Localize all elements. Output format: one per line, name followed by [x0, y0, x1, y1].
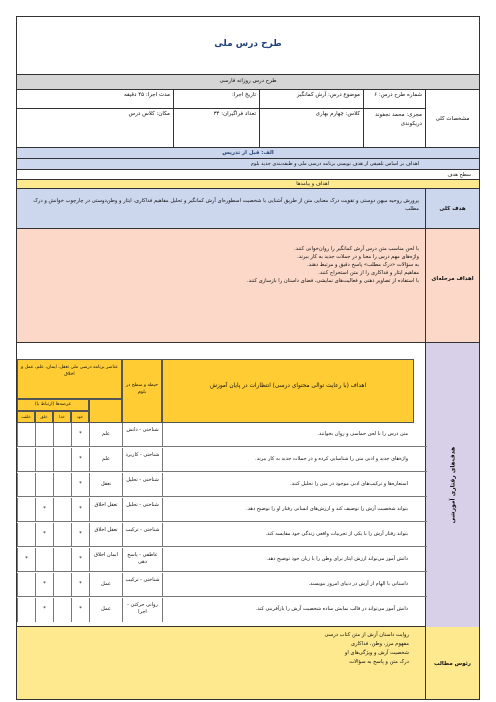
execution-date: تاریخ اجرا:	[173, 90, 259, 109]
goal-cell: بتواند شخصیت آرش را توصیف کند و ارزش‌های انسانی رفتار او را توضیح دهد.	[162, 498, 414, 522]
goals-outcomes-row	[17, 180, 479, 189]
element-cell: تعقل	[89, 473, 122, 497]
student-count: تعداد فراگیران: ۳۴	[173, 109, 259, 148]
outline-list	[325, 631, 409, 666]
stage-goals-label: اهداف مرحله‌ای	[425, 229, 479, 343]
section-a-header	[17, 148, 479, 159]
duration: مدت اجرا: ۴۵ دقیقه	[16, 90, 173, 109]
bloom-cell: روانی حرکتی - اجرا	[122, 598, 162, 622]
mark-cell: *	[35, 598, 53, 622]
national-elements-text: عناصر برنامه درسی ملی تعقل، ایمان، علم، عمل و اخلاق	[21, 365, 118, 378]
behavioral-goals-label: هدف‌های رفتاری آموزشی	[449, 446, 456, 524]
bloom-cell: شناختی - تحلیل	[122, 473, 162, 497]
behavioral-goals-section	[17, 343, 479, 627]
bloom-cell: عاطفی - پاسخ دهی	[122, 548, 162, 572]
table-row	[17, 473, 427, 497]
page-title: طرح درس ملی	[214, 39, 282, 49]
lesson-topic: موضوع درس: آرش کمانگیر	[259, 90, 363, 109]
stage-goal-item: با استفاده از تصاویر ذهنی و فعالیت‌های نمایشی، فضای داستان را بازسازی کنند.	[246, 278, 419, 285]
national-elements-header	[17, 359, 122, 399]
mark-cell: *	[71, 573, 89, 597]
goals-description-row	[17, 159, 479, 170]
mark-cell	[35, 548, 53, 572]
stage-goal-item: مفاهیم ایثار و فداکاری را از متن استخراج کنند.	[318, 270, 419, 277]
goals-header	[162, 359, 414, 423]
mark-cell	[53, 523, 71, 547]
stage-goals-list	[25, 245, 419, 285]
mark-cell: *	[17, 548, 35, 572]
info-grid	[17, 90, 479, 148]
stage-goals-row	[17, 229, 479, 343]
area-col-header: خلق	[35, 411, 53, 423]
goal-cell: متن درس را با لحن حماسی و روان بخوانند.	[162, 423, 414, 447]
bloom-cell: شناختی - دانش	[122, 423, 162, 447]
mark-cell: *	[35, 498, 53, 522]
element-cell: عمل	[89, 573, 122, 597]
goals-outcomes-label: اهداف و پیامدها	[296, 181, 329, 187]
general-goal-label: هدف کلی	[425, 189, 479, 229]
element-cell: تعقل اخلاق	[89, 498, 122, 522]
mark-cell	[53, 498, 71, 522]
goal-cell: دانش آموز می‌تواند در قالب نمایش ساده شخصیت آرش را بازآفرینی کند.	[162, 598, 414, 622]
areas-header	[17, 399, 89, 411]
area-col-header: خلقت	[17, 411, 35, 423]
element-cell: علم	[89, 423, 122, 447]
area-col-header: خدا	[53, 411, 71, 423]
subtitle-row	[17, 75, 479, 90]
mark-cell: *	[71, 598, 89, 622]
mark-cell	[35, 423, 53, 447]
mark-cell	[17, 523, 35, 547]
mark-cell	[17, 473, 35, 497]
mark-cell: *	[71, 448, 89, 472]
behavioral-goals-side	[425, 343, 479, 627]
goal-level-label: سطح هدف	[447, 172, 471, 178]
mark-cell	[17, 598, 35, 622]
table-row	[17, 548, 427, 572]
goal-cell: دانش آموز می‌تواند ارزش ایثار برای وطن را با زبان خود توضیح دهد.	[162, 548, 414, 572]
outline-item: روایت داستان آرش از متن کتاب درسی	[324, 632, 409, 638]
lesson-plan-sheet	[16, 16, 480, 700]
stage-goal-item: به سؤالات «درک مطلب» پاسخ دقیق و مرتبط دهند.	[307, 262, 419, 269]
outline-label: رئوس مطالب	[425, 627, 479, 700]
title-band	[17, 17, 479, 75]
general-specs-label: مشخصات کلی	[425, 90, 479, 148]
bloom-header	[122, 359, 162, 423]
bloom-cell: شناختی - کاربرد	[122, 448, 162, 472]
outline-item: مفهوم مرز، وطن، فداکاری	[351, 640, 409, 647]
goal-cell: بتواند رفتار آرش را با یکی از تجربیات واقعی زندگی خود مقایسه کند.	[162, 523, 414, 547]
mark-cell	[17, 573, 35, 597]
mark-cell	[17, 423, 35, 447]
mark-cell	[35, 448, 53, 472]
mark-cell	[53, 548, 71, 572]
bloom-cell: شناختی - تحلیل	[122, 498, 162, 522]
table-row	[17, 523, 427, 547]
table-row	[17, 448, 427, 472]
outline-item: درک متن و پاسخ به سؤالات	[349, 658, 409, 665]
general-goal-text: پرورش روحیه میهن دوستی و تقویت درک معنایی متن از طریق آشنایی با شخصیت اسطوره‌ای آرش کمانگیر و تحلیل مفاهیم فداکاری، ایثار و وطن‌دوستی در چارچوب خوانش و درک مطلب	[33, 198, 419, 213]
stage-goal-item: با لحن مناسب متن درس آرش کمانگیر را روان‌خوانی کنند.	[294, 246, 419, 252]
bloom-header-text: حیطه و سطح در بلوم	[126, 383, 158, 396]
areas-header-text: عرصه‌ها (ارتباط با)	[34, 402, 72, 407]
table-row	[17, 498, 427, 522]
goals-header-text: اهداف (با رعایت توالی محتوای درسی) انتظارات در پایان آموزش	[209, 383, 367, 389]
mark-cell: *	[71, 498, 89, 522]
mark-cell: *	[71, 473, 89, 497]
element-cell: تعقل اخلاق	[89, 523, 122, 547]
mark-cell	[35, 473, 53, 497]
mark-cell	[53, 573, 71, 597]
mark-cell: *	[35, 573, 53, 597]
area-col-header: خود	[71, 411, 89, 423]
mark-cell	[17, 498, 35, 522]
goal-cell: استعاره‌ها و ترکیب‌های ادبی موجود در متن را تحلیل کنند.	[162, 473, 414, 497]
goal-cell: داستانی با الهام از آرش در دنیای امروز بنویسند.	[162, 573, 414, 597]
mark-cell: *	[71, 523, 89, 547]
mark-cell: *	[71, 423, 89, 447]
bloom-cell: شناختی - ترکیب	[122, 523, 162, 547]
section-a-title: الف: قبل از تدریس	[222, 150, 274, 156]
behavioral-goals-table	[17, 423, 414, 627]
element-cell: عمل	[89, 598, 122, 622]
element-header-blank	[89, 399, 122, 423]
grade: کلاس: چهارم بهاری	[259, 109, 363, 148]
mark-cell: *	[35, 523, 53, 547]
mark-cell	[53, 448, 71, 472]
stage-goal-item: واژه‌های مهم درس را معنا و در جملات جدید به کار ببرند.	[297, 254, 419, 261]
goals-description: اهداف بر اساس تلفیقی از هدف نویسی برنامه درسی ملی و طبقه‌بندی جدید بلوم	[250, 161, 419, 167]
element-cell: ایمان اخلاق	[89, 548, 122, 572]
mark-cell	[53, 598, 71, 622]
table-row	[17, 573, 427, 597]
goal-cell: واژه‌های جدید و ادبی متن را شناسایی کرده و در جملات جدید به کار ببرند.	[162, 448, 414, 472]
bloom-cell: شناختی - ترکیب	[122, 573, 162, 597]
mark-cell	[17, 448, 35, 472]
plan-number: شماره طرح درس: ۶	[363, 90, 425, 109]
outline-row	[17, 627, 479, 700]
goal-level-row	[17, 170, 479, 180]
location: مکان: کلاس درس	[16, 109, 173, 148]
general-goal-row	[17, 189, 479, 229]
mark-cell	[53, 423, 71, 447]
table-row	[17, 423, 427, 447]
outline-item: شخصیت آرش و ویژگی‌های او	[344, 649, 409, 656]
element-cell: علم	[89, 448, 122, 472]
subtitle: طرح درس روزانه فارسی	[219, 78, 277, 84]
table-row	[17, 598, 427, 622]
mark-cell	[53, 473, 71, 497]
executor: مجری: محمد نجفوند دریکوندی	[363, 109, 425, 148]
mark-cell: *	[71, 548, 89, 572]
